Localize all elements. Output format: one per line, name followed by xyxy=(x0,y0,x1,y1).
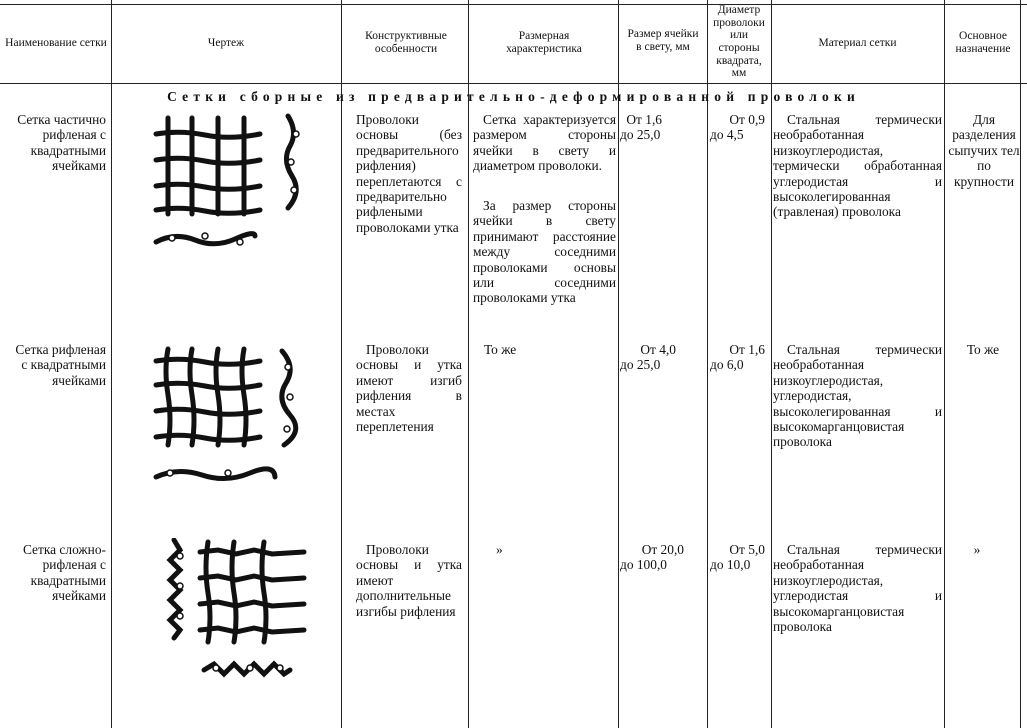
row1-name: Сетка частично рифленая с квадратными ячейками xyxy=(17,112,106,174)
header-size-characteristic: Размерная характеристика xyxy=(506,30,582,55)
complex-corrugated-mesh-icon xyxy=(160,538,320,688)
header-cell-size: Размер ячейки в свету, мм xyxy=(627,28,699,53)
row1-material: Стальная термически необработанная низкоуглеродистая, термически обработанная углеродистая и высоколегированная (травленая) проволока xyxy=(773,112,942,220)
column-divider xyxy=(111,0,112,728)
row3-cell-size-to: до 100,0 xyxy=(620,557,667,572)
column-divider xyxy=(618,0,619,728)
header-top-rule xyxy=(0,4,1027,5)
header-material: Материал сетки xyxy=(818,36,897,49)
header-diameter: Диаметр проволоки или стороны квадрата, мм xyxy=(713,4,765,80)
row2-design: Проволоки основы и утка имеют изгиб рифления в местах переплетения xyxy=(356,342,462,435)
row2-purpose: То же xyxy=(966,342,1000,357)
header-name: Наименование сетки xyxy=(5,36,107,49)
header-design: Конструктивные особенности xyxy=(365,30,447,55)
column-divider xyxy=(944,0,945,728)
row1-cell-size-to: до 25,0 xyxy=(620,127,661,142)
row3-material: Стальная термически необработанная низкоуглеродистая, углеродистая и высокомарганцовистая проволока xyxy=(773,542,942,635)
row3-size-char: » xyxy=(496,542,503,557)
row2-size-char: То же xyxy=(484,342,517,357)
row1-size-char-p2: За размер стороны ячейки в свету принимают расстояние между соседними проволоками основы или соседними проволоками утка xyxy=(473,198,616,306)
column-divider xyxy=(341,0,342,728)
header-purpose: Основное назначение xyxy=(955,30,1011,55)
row3-design: Проволоки основы и утка имеют дополнительные изгибы рифления xyxy=(356,542,462,619)
row1-size-char-p1: Сетка характеризуется размером стороны ячейки в свету и диаметром проволоки. xyxy=(473,112,616,174)
row2-drawing xyxy=(150,345,310,490)
section-title: Сетки сборные из предварительно-деформированной проволоки xyxy=(167,89,860,104)
row2-diameter-from: От 1,6 xyxy=(729,342,765,357)
partially-corrugated-mesh-icon xyxy=(150,112,310,252)
header-bottom-rule xyxy=(0,83,1027,84)
column-divider xyxy=(1020,0,1021,728)
row3-drawing xyxy=(160,538,320,688)
row2-cell-size-to: до 25,0 xyxy=(620,357,661,372)
row3-purpose: » xyxy=(973,542,981,557)
row3-diameter-to: до 10,0 xyxy=(710,557,751,572)
row2-diameter-to: до 6,0 xyxy=(710,357,744,372)
row1-diameter-from: От 0,9 xyxy=(729,112,765,127)
column-divider xyxy=(707,0,708,728)
row1-cell-size-from: От 1,6 xyxy=(626,112,662,127)
row1-drawing xyxy=(150,112,310,252)
row2-name: Сетка рифленая с квадратными ячейками xyxy=(15,342,106,388)
row2-material: Стальная термически необработанная низкоуглеродистая, углеродистая, высоколегированная и высокомарганцовистая проволока xyxy=(773,342,942,450)
column-divider xyxy=(771,0,772,728)
row3-name: Сетка сложно-рифленая с квадратными ячейками xyxy=(22,542,106,604)
column-divider xyxy=(468,0,469,728)
corrugated-mesh-icon xyxy=(150,345,310,490)
row1-diameter-to: до 4,5 xyxy=(710,127,744,142)
row1-design: Проволоки основы (без предварительного рифления) переплетаются с предварительно рифлеными проволоками утка xyxy=(356,112,462,235)
row3-diameter-from: От 5,0 xyxy=(729,542,765,557)
header-drawing: Чертеж xyxy=(207,36,245,49)
row3-cell-size-from: От 20,0 xyxy=(641,542,684,557)
row2-cell-size-from: От 4,0 xyxy=(640,342,676,357)
row1-purpose: Для разделения сыпучих тел по крупности xyxy=(948,112,1020,189)
